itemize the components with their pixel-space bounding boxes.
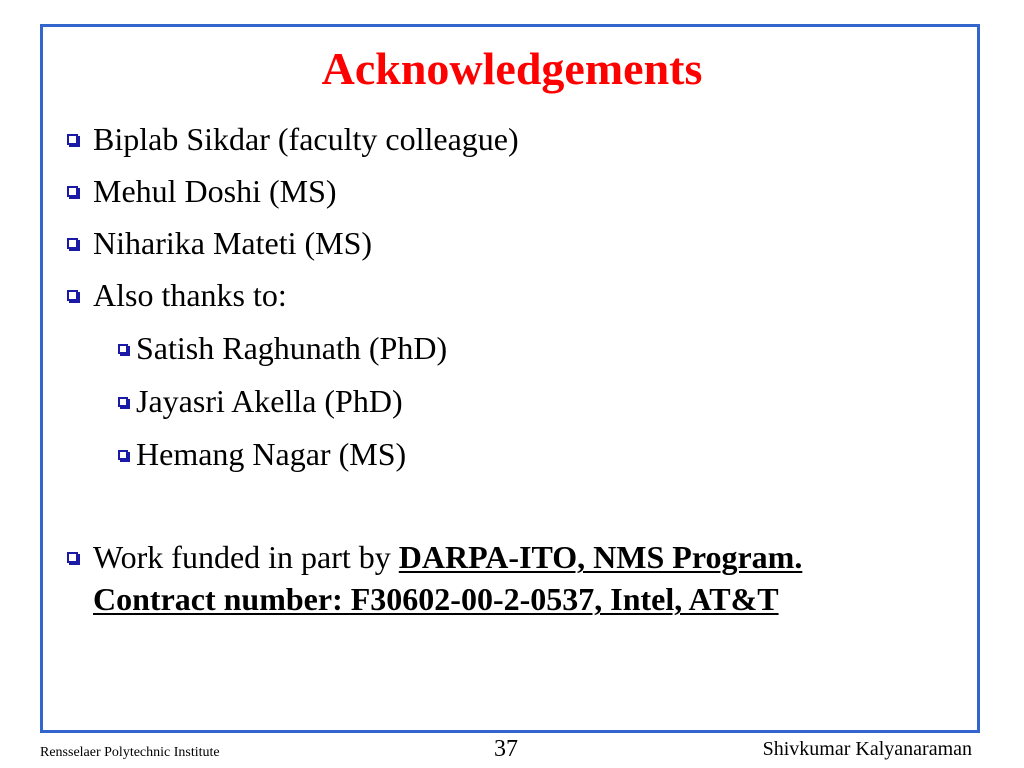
- sub-bullet-item: [118, 380, 403, 422]
- funding-bullet: [67, 536, 913, 620]
- sub-bullet-item: [118, 433, 406, 475]
- footer-institute: Rensselaer Polytechnic Institute: [40, 745, 220, 760]
- sub-bullet-text: Satish Raghunath (PhD): [136, 330, 448, 366]
- bullet-item: [67, 170, 337, 212]
- bullet-text: Also thanks to:: [93, 277, 287, 313]
- bullet-text: Niharika Mateti (MS): [93, 225, 373, 261]
- bullet-text: Biplab Sikdar (faculty colleague): [93, 121, 519, 157]
- square-bullet-icon: [67, 134, 78, 145]
- bullet-item: [67, 274, 287, 316]
- funding-text: [93, 536, 913, 620]
- footer-page-number: 37: [494, 736, 518, 762]
- bullet-item: [67, 222, 372, 264]
- bullet-item: [67, 118, 519, 160]
- square-bullet-icon: [118, 450, 128, 460]
- sub-bullet-text: Jayasri Akella (PhD): [136, 383, 403, 419]
- funding-sponsors: DARPA-ITO, NMS Program. Contract number: F30602-00-2-0537, Intel, AT&T: [93, 539, 803, 617]
- sub-bullet-text: Hemang Nagar (MS): [136, 436, 407, 472]
- square-bullet-icon: [67, 238, 78, 249]
- square-bullet-icon: [118, 397, 128, 407]
- square-bullet-icon: [67, 186, 78, 197]
- footer-author: Shivkumar Kalyanaraman: [762, 738, 972, 760]
- sub-bullet-item: [118, 327, 447, 369]
- square-bullet-icon: [118, 344, 128, 354]
- slide-title: Acknowledgements: [321, 43, 703, 94]
- bullet-text: Mehul Doshi (MS): [93, 173, 337, 209]
- square-bullet-icon: [67, 290, 78, 301]
- square-bullet-icon: [67, 552, 78, 563]
- funding-prefix: Work funded in part by: [93, 539, 399, 575]
